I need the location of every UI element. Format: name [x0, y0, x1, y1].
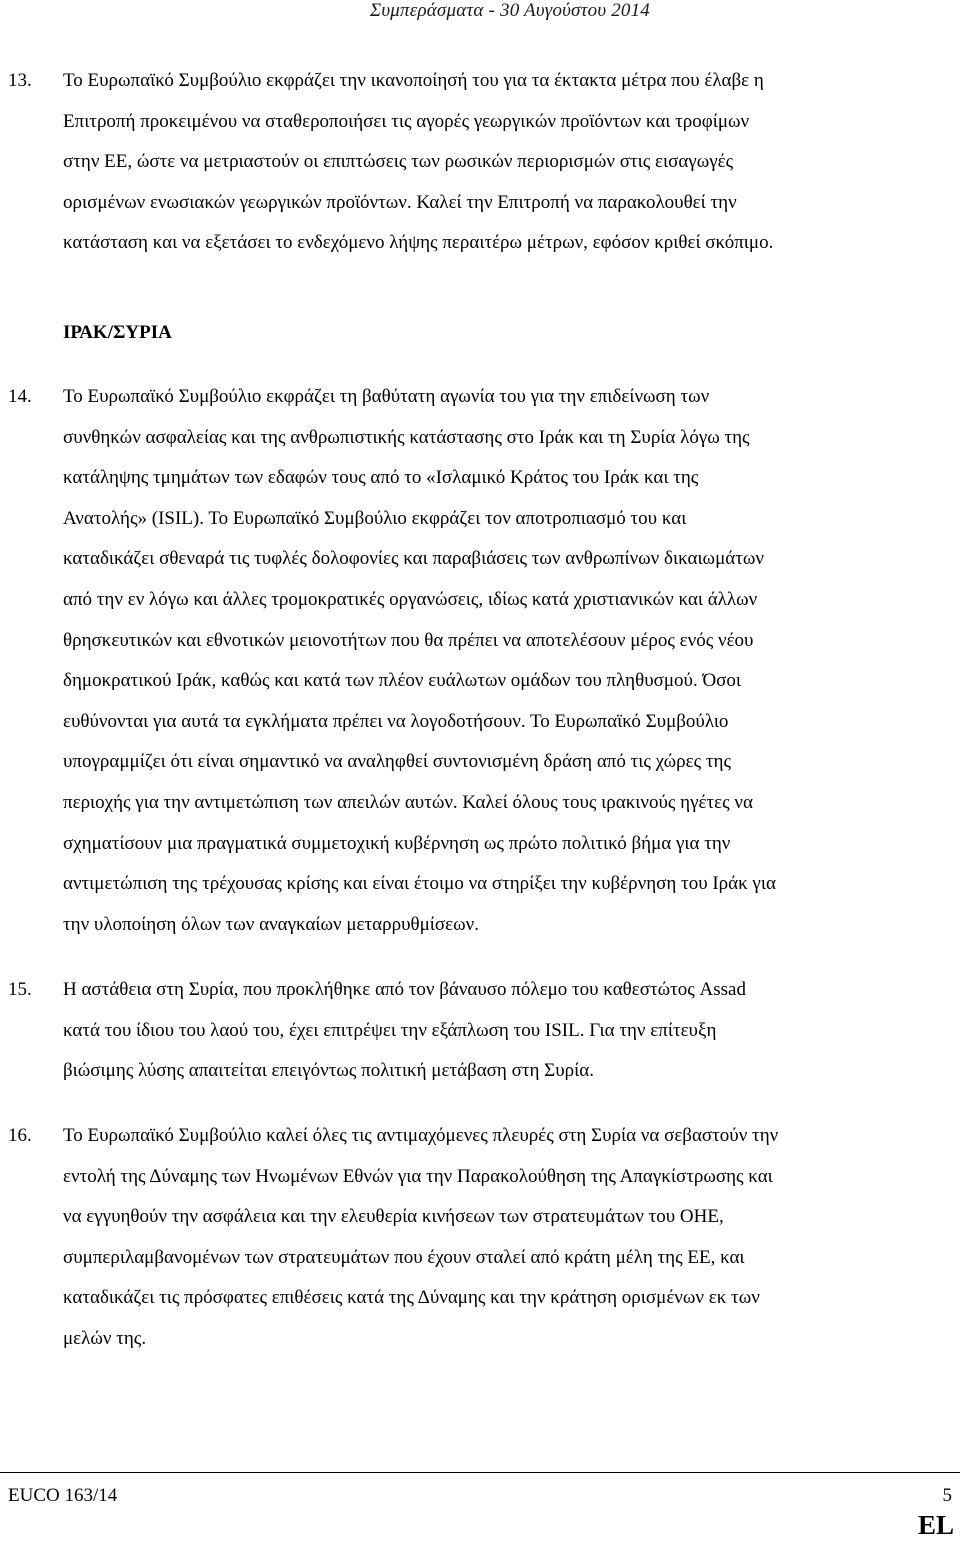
- text-line: Η αστάθεια στη Συρία, που προκλήθηκε από τον βάναυσο πόλεμο του καθεστώτος Assad: [63, 979, 746, 1000]
- paragraph-13: [8, 61, 952, 264]
- paragraph-text: [63, 377, 952, 945]
- text-line: Επιτροπή προκειμένου να σταθεροποιήσει τις αγορές γεωργικών προϊόντων και τροφίμων: [63, 110, 750, 132]
- text-line: βιώσιμης λύσης απαιτείται επειγόντως πολιτική μετάβαση στη Συρία.: [63, 1060, 594, 1082]
- text-line: στην ΕΕ, ώστε να μετριαστούν οι επιπτώσεις των ρωσικών περιορισμών στις εισαγωγές: [63, 151, 734, 173]
- text-line: κατάσταση και να εξετάσει το ενδεχόμενο λήψης περαιτέρω μέτρων, εφόσον κριθεί σκόπιμο.: [63, 232, 774, 254]
- text-line: περιοχής για την αντιμετώπιση των απειλών αυτών. Καλεί όλους τους ιρακινούς ηγέτες να: [63, 791, 753, 813]
- text-line: δημοκρατικού Ιράκ, καθώς και κατά των πλέον ευάλωτων ομάδων του πληθυσμού. Όσοι: [63, 670, 742, 692]
- text-line: σχηματίσουν μια πραγματικά συμμετοχική κυβέρνηση ως πρώτο πολιτικό βήμα για την: [63, 832, 731, 854]
- paragraph-number: 14.: [8, 386, 32, 407]
- text-line: Το Ευρωπαϊκό Συμβούλιο καλεί όλες τις αντιμαχόμενες πλευρές στη Συρία να σεβαστούν την: [63, 1125, 779, 1146]
- text-line: αντιμετώπιση της τρέχουσας κρίσης και είναι έτοιμο να στηρίξει την κυβέρνηση του Ιράκ για: [63, 873, 776, 895]
- section-heading: ΙΡΑΚ/ΣΥΡΙΑ: [63, 322, 172, 343]
- page-header-title: Συμπεράσματα - 30 Αυγούστου 2014: [369, 0, 650, 21]
- text-line: να εγγυηθούν την ασφάλεια και την ελευθερία κινήσεων των στρατευμάτων του ΟΗΕ,: [63, 1206, 724, 1228]
- text-line: ορισμένων ενωσιακών γεωργικών προϊόντων. Καλεί την Επιτροπή να παρακολουθεί την: [63, 191, 737, 213]
- footer-page-number: 5: [942, 1485, 952, 1506]
- paragraph-number: 13.: [8, 70, 32, 91]
- text-line: θρησκευτικών και εθνοτικών μειονοτήτων που θα πρέπει να αποτελέσουν μέρος ενός νέου: [63, 629, 754, 651]
- paragraph-14: [8, 377, 952, 945]
- paragraph-text: [63, 970, 952, 1092]
- paragraph-text: [63, 1116, 952, 1360]
- text-line: κατάληψης τμημάτων των εδαφών τους από το «Ισλαμικό Κράτος του Ιράκ και της: [63, 467, 699, 489]
- footer-doc-ref: EUCO 163/14: [8, 1485, 118, 1506]
- text-line: υπογραμμίζει ότι είναι σημαντικό να αναληφθεί συντονισμένη δράση από τις χώρες της: [63, 751, 732, 773]
- text-line: από την εν λόγω και άλλες τρομοκρατικές οργανώσεις, ιδίως κατά χριστιανικών και άλλων: [63, 588, 758, 610]
- text-line: Το Ευρωπαϊκό Συμβούλιο εκφράζει τη βαθύτατη αγωνία του για την επιδείνωση των: [63, 386, 710, 407]
- text-line: εντολή της Δύναμης των Ηνωμένων Εθνών για την Παρακολούθηση της Απαγκίστρωσης και: [63, 1165, 773, 1187]
- text-line: συμπεριλαμβανομένων των στρατευμάτων που έχουν σταλεί από κράτη μέλη της ΕΕ, και: [63, 1246, 745, 1268]
- footer-language-code: EL: [917, 1510, 954, 1540]
- text-line: καταδικάζει τις πρόσφατες επιθέσεις κατά της Δύναμης και την κράτηση ορισμένων εκ των: [63, 1287, 760, 1309]
- text-line: ευθύνονται για αυτά τα εγκλήματα πρέπει να λογοδοτήσουν. Το Ευρωπαϊκό Συμβούλιο: [63, 710, 729, 732]
- paragraph-number: 16.: [8, 1125, 32, 1146]
- text-line: κατά του ίδιου του λαού του, έχει επιτρέψει την εξάπλωση του ISIL. Για την επίτευξη: [63, 1019, 717, 1041]
- paragraph-number: 15.: [8, 979, 32, 1000]
- paragraph-15: [8, 970, 952, 1092]
- text-line: συνθηκών ασφαλείας και της ανθρωπιστικής κατάστασης στο Ιράκ και τη Συρία λόγω της: [63, 426, 750, 448]
- paragraph-16: [8, 1116, 952, 1360]
- text-line: Ανατολής» (ISIL). Το Ευρωπαϊκό Συμβούλιο εκφράζει τον αποτροπιασμό του και: [63, 507, 687, 529]
- text-line: καταδικάζει σθεναρά τις τυφλές δολοφονίες και παραβιάσεις των ανθρωπίνων δικαιωμάτων: [63, 548, 764, 570]
- text-line: την υλοποίηση όλων των αναγκαίων μεταρρυθμίσεων.: [63, 913, 479, 935]
- text-line: μελών της.: [63, 1327, 147, 1349]
- text-line: Το Ευρωπαϊκό Συμβούλιο εκφράζει την ικανοποίησή του για τα έκτακτα μέτρα που έλαβε η: [63, 70, 764, 91]
- paragraph-text: [63, 61, 952, 264]
- footer-divider: [0, 1472, 960, 1473]
